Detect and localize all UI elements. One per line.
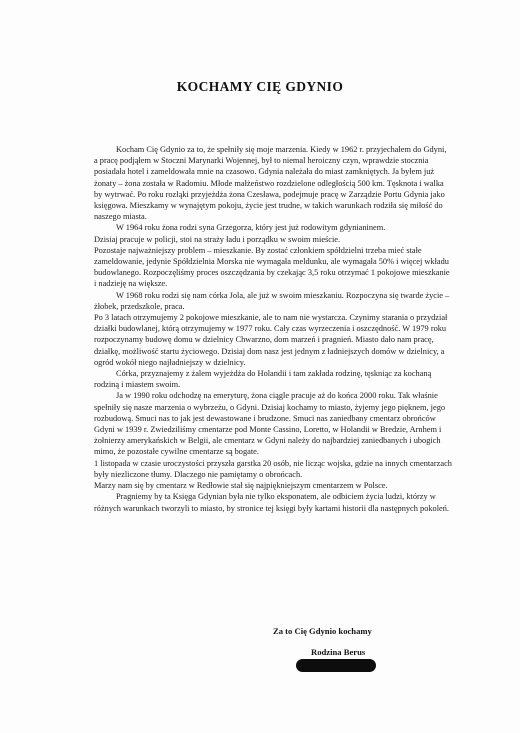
document-title: KOCHAMY CIĘ GDYNIO	[176, 79, 344, 94]
paragraph-1: Kocham Cię Gdynio za to, że spełniły się moje marzenia. Kiedy w 1962 r. przyjechałem do Gdyni, a pracę podjąłem w Stoczni Marynarki Wojennej, był to niemal heroiczny czyn, wprawdzie stocznia posiadała hotel i zameldowała mnie na czasowo. Gdynia należała do miast zamkniętych. Ja byłem już żonaty – żona została w Radomiu. Młode małżeństwo rozdzielone odległością 500 km. Tęsknota i walka by wytrwać. Po roku rozłąki przyjeżdża żona Czesława, podejmuje pracę w Zarządzie Portu Gdynia jako księgowa. Mieszkamy w wynajętym pokoju, życie jest trudne, w takich warunkach rodziła się miłość do naszego miasta.	[94, 145, 447, 222]
paragraph-6: Po 3 latach otrzymujemy 2 pokojowe mieszkanie, ale to nam nie wystarcza. Czynimy starania o przydział działki budowlanej, którą otrzymujemy w 1977 roku. Cały czas wyrzeczenia i oszczędność. W 1979 roku rozpoczynamy budowę domu w dzielnicy Chwarzno, dom marzeń i pragnień. Miasto dało nam pracę, działkę, możliwość startu życiowego. Dzisiaj dom nasz jest jednym z ładniejszych domów w dzielnicy, a ogród wokół niego najładniejszy w dzielnicy.	[94, 313, 448, 367]
signature-block	[306, 647, 446, 657]
signature-name: Rodzina Berus	[311, 647, 366, 657]
paragraph-11: Pragniemy by ta Księga Gdynian była nie tylko eksponatem, ale odbiciem życia ludzi, którzy w różnych warunkach tworzyli to miasto, by stronice tej księgi były kartami historii dla następnych pokoleń.	[94, 492, 449, 513]
paragraph-3: Dzisiaj pracuje w policji, stoi na straży ładu i porządku w swoim mieście.	[94, 234, 341, 244]
paragraph-8: Ja w 1990 roku odchodzę na emeryturę, żona ciągle pracuje aż do końca 2000 roku. Tak właśnie spełniły się nasze marzenia o wybrzeżu, o Gdyni. Dzisiaj kochamy to miasto, żyjemy jego pięknem, jego rozbudową. Smuci nas to jak jest dewastowane i brudzone. Smuci nas zaniedbany cmentarz obrońców Gdyni w 1939 r. Zwiedziliśmy cmentarze pod Monte Cassino, Loretto, w Holandii w Bredzie, Arnhem i żołnierzy amerykańskich w Belgii, ale cmentarz w Gdyni należy do najbardziej zaniedbanych i ubogich mimo, że pozostałe cywilne cmentarze są bogate.	[94, 391, 446, 457]
paragraph-5: W 1968 roku rodzi się nam córka Jola, ale już w swoim mieszkaniu. Rozpoczyna się twarde życie – żłobek, przedszkole, praca.	[94, 290, 450, 311]
paragraph-4: Pozostaje najważniejszy problem – mieszkanie. By zostać członkiem spółdzielni trzeba mieć stałe zameldowanie, jedynie Spółdzielnia Morska nie wymagała meldunku, ale wymagała 50% i więcej wkładu budowlanego. Rozpoczęliśmy proces oszczędzania by czekając 3,5 roku otrzymać 1 pokojowe mieszkanie i nadzieję na większe.	[94, 245, 450, 289]
closing-line: Za to Cię Gdynio kochamy	[273, 626, 372, 636]
paragraph-9: 1 listopada w czasie uroczystości przyszła garstka 20 osób, nie licząc wojska, gdzie na innych cmentarzach były niezliczone tłumy. Dlaczego nie pamiętamy o obrońcach.	[94, 458, 452, 479]
paragraph-2: W 1964 roku żona rodzi syna Grzegorza, który jest już rodowitym gdynianinem.	[116, 223, 386, 233]
letter-body	[94, 144, 452, 514]
redaction-mark	[296, 659, 376, 672]
paragraph-7: Córka, przyznajemy z żalem wyjeżdża do Holandii i tam zakłada rodzinę, tęskniąc za kochaną rodziną i miastem swoim.	[94, 369, 432, 390]
paragraph-10: Marzy nam się by cmentarz w Redłowie stał się najpiękniejszym cmentarzem w Polsce.	[94, 481, 388, 491]
